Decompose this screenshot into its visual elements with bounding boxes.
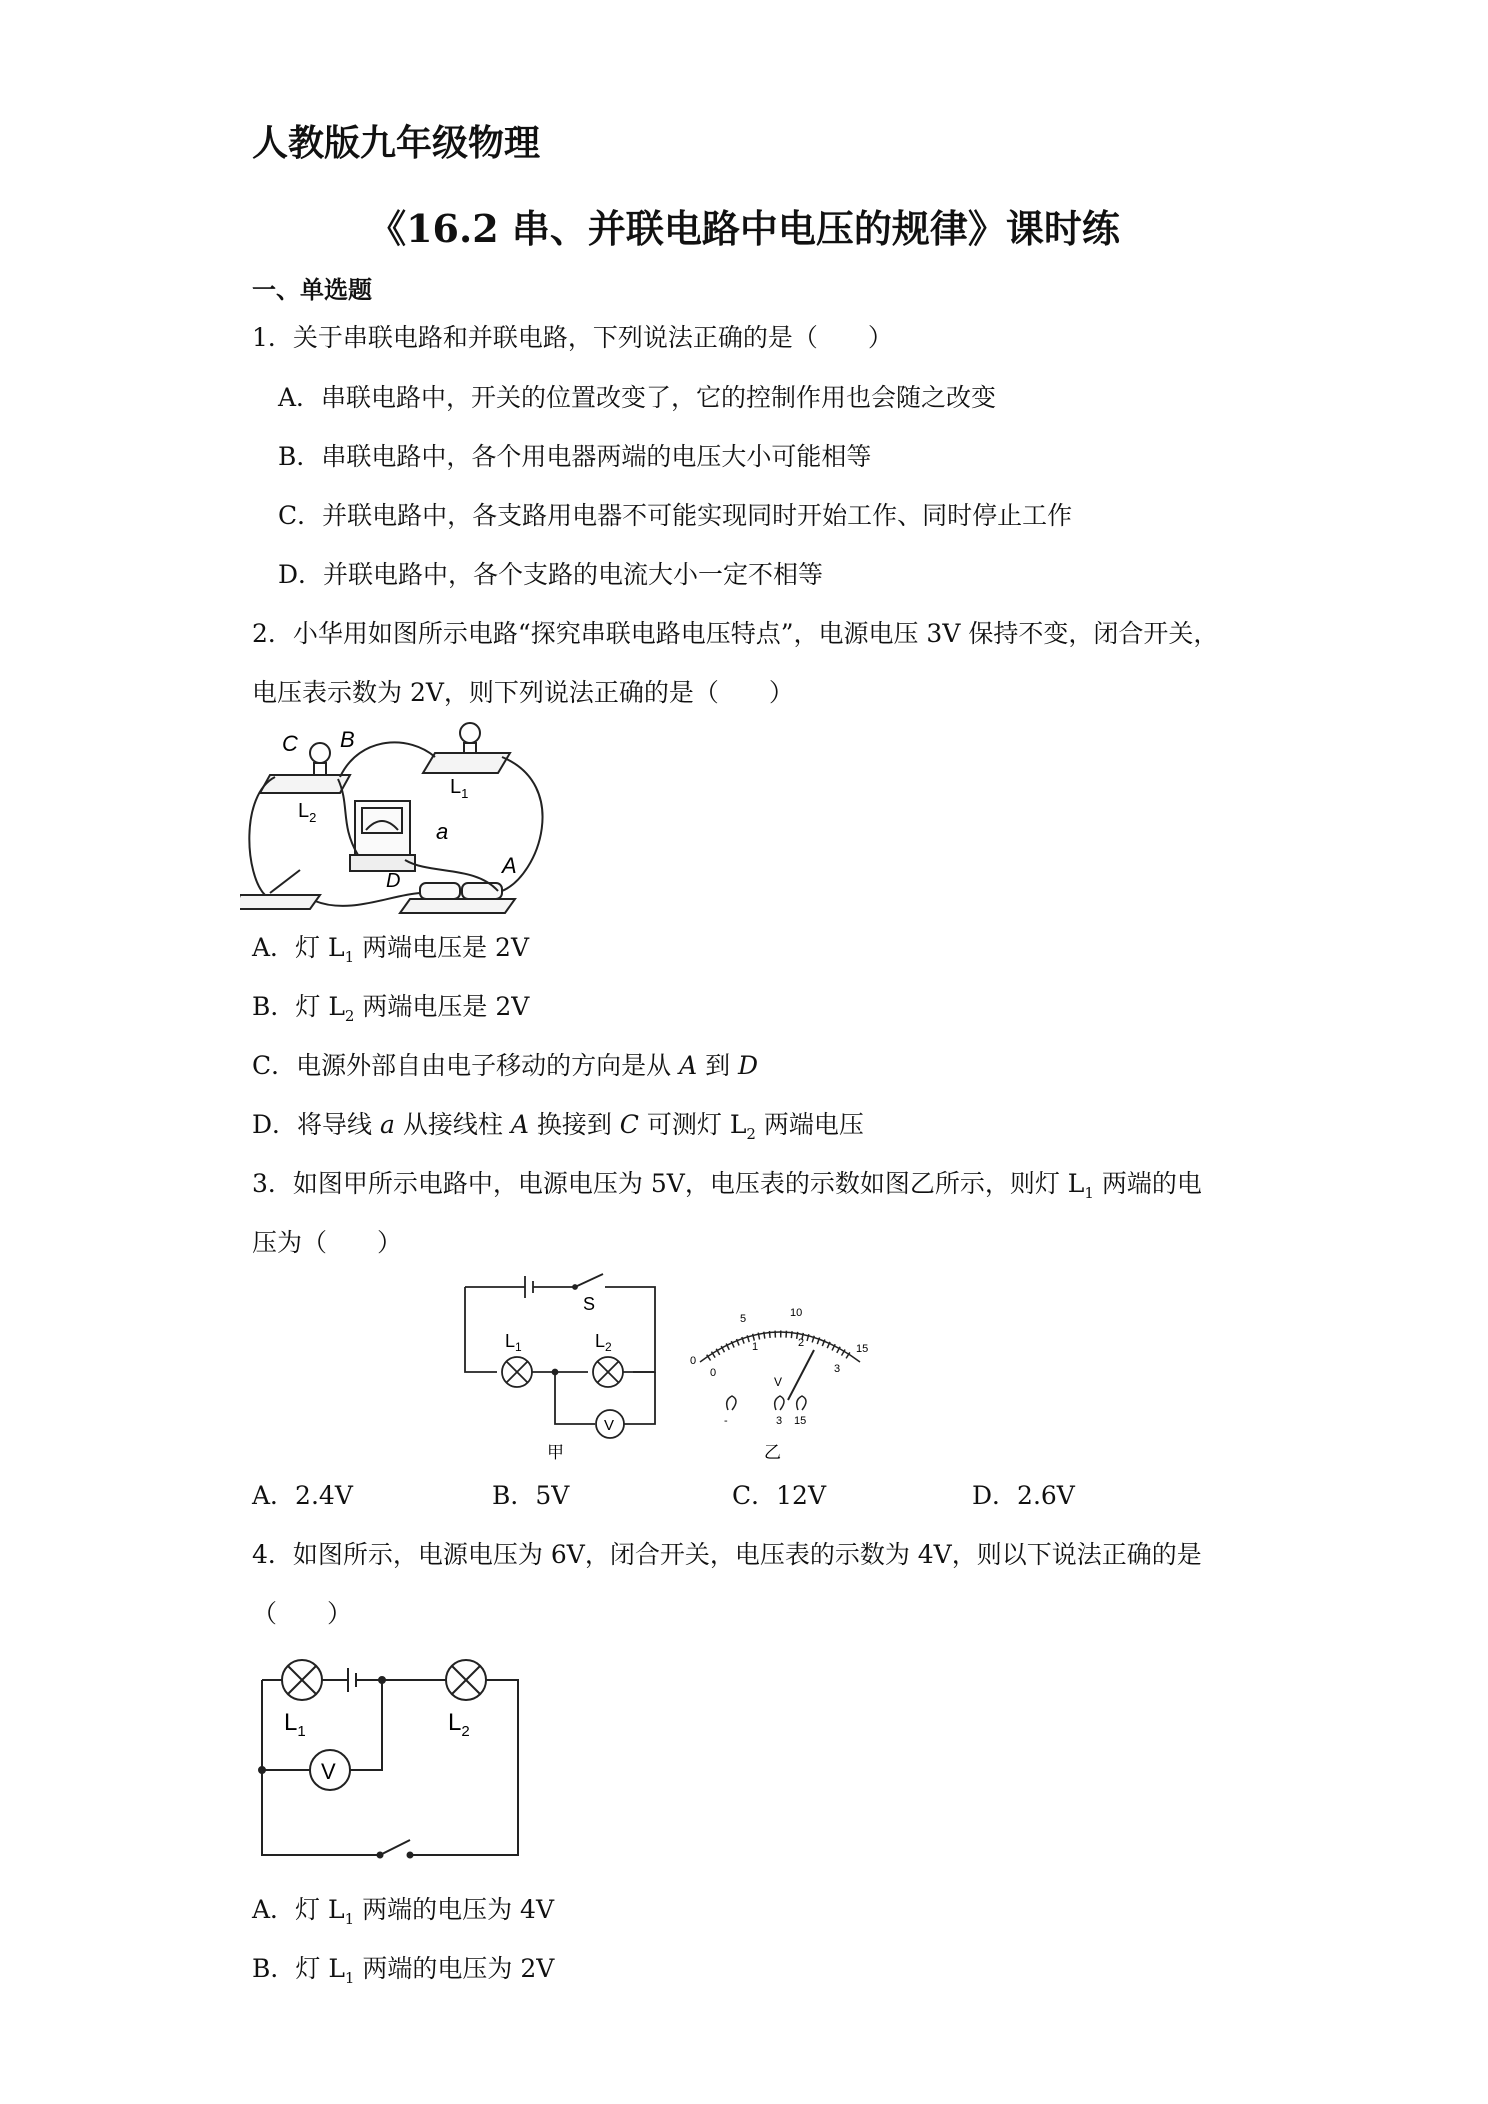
q3-option-d: D．2.6V bbox=[972, 1481, 1075, 1510]
q3-tick-upper-15: 15 bbox=[856, 1343, 869, 1355]
q4-option-b: B．灯 $L_1$ 两端的电压为 2V bbox=[252, 1954, 555, 1987]
q3-label-voltmeter: V bbox=[604, 1417, 615, 1434]
q2-label-b: B bbox=[340, 727, 355, 752]
q3-tick-upper-5: 5 bbox=[740, 1313, 747, 1325]
q2-label-d: D bbox=[386, 870, 401, 892]
q3-option-a: A．2.4V bbox=[252, 1481, 353, 1510]
q1-stem: 1．关于串联电路和并联电路，下列说法正确的是（ ） bbox=[252, 323, 893, 352]
q2-option-c: C．电源外部自由电子移动的方向是从 A 到 D bbox=[252, 1051, 759, 1080]
q2-circuit-figure bbox=[240, 715, 550, 915]
q4-circuit-figure bbox=[250, 1640, 530, 1870]
q4-stem: 4．如图所示，电源电压为 6V，闭合开关，电压表的示数为 4V，则以下说法正确的是 bbox=[252, 1540, 1202, 1569]
q3-terminal-neg: - bbox=[724, 1415, 728, 1427]
q2-stem-line2: 电压表示数为 2V，则下列说法正确的是（ ） bbox=[252, 678, 794, 707]
q2-option-d: D．将导线 a 从接线柱 A 换接到 C 可测灯 $L_2$ 两端电压 bbox=[252, 1110, 864, 1143]
q1-option-a: A．串联电路中，开关的位置改变了，它的控制作用也会随之改变 bbox=[278, 383, 997, 412]
q2-label-l1: $L_1$ bbox=[450, 776, 469, 801]
q3-label-l2: $L_2$ bbox=[595, 1331, 612, 1354]
q2-label-a-terminal: A bbox=[502, 853, 517, 878]
q3-caption-yi: 乙 bbox=[764, 1443, 781, 1462]
q2-label-a-wire: a bbox=[436, 819, 449, 844]
q1-option-c: C．并联电路中，各支路用电器不可能实现同时开始工作、同时停止工作 bbox=[278, 501, 1073, 530]
q3-option-c: C．12V bbox=[732, 1481, 826, 1510]
q3-circuit-jia bbox=[455, 1262, 665, 1462]
q3-options bbox=[252, 1476, 1212, 1512]
q4-label-voltmeter: V bbox=[321, 1759, 336, 1784]
q4-label-l1: $L_1$ bbox=[284, 1709, 306, 1740]
q2-label-c: C bbox=[282, 731, 298, 756]
section-heading: 一、单选题 bbox=[252, 276, 372, 304]
q3-tick-upper-0: 0 bbox=[690, 1355, 697, 1367]
q3-stem-line1: 3．如图甲所示电路中，电源电压为 5V，电压表的示数如图乙所示，则灯 $L_1$ 两端的电 bbox=[252, 1169, 1202, 1202]
q3-terminal-15: 15 bbox=[794, 1415, 807, 1427]
q3-label-l1: $L_1$ bbox=[505, 1331, 522, 1354]
q3-caption-jia: 甲 bbox=[547, 1443, 564, 1462]
q3-voltmeter-yi bbox=[680, 1282, 880, 1462]
q3-meter-unit: V bbox=[774, 1375, 783, 1389]
q2-stem-line1: 2．小华用如图所示电路“探究串联电路电压特点”，电源电压 3V 保持不变，闭合开关， bbox=[252, 619, 1219, 648]
q2-label-l2: $L_2$ bbox=[298, 800, 317, 825]
q3-tick-upper-10: 10 bbox=[790, 1307, 803, 1319]
q4-stem-line2: （ ） bbox=[252, 1599, 353, 1628]
q4-label-l2: $L_2$ bbox=[448, 1709, 470, 1740]
document-header: 人教版九年级物理 bbox=[252, 123, 541, 164]
q3-option-b: B．5V bbox=[492, 1481, 570, 1510]
document-title: 《16.2 串、并联电路中电压的规律》课时练 bbox=[368, 206, 1120, 251]
q3-stem-line2: 压为（ ） bbox=[252, 1228, 403, 1257]
q3-tick-lower-1: 1 bbox=[752, 1341, 759, 1353]
q3-label-s: S bbox=[583, 1294, 596, 1314]
q4-option-a: A．灯 $L_1$ 两端的电压为 4V bbox=[252, 1895, 555, 1928]
q3-tick-lower-0: 0 bbox=[710, 1367, 717, 1379]
q3-tick-lower-3: 3 bbox=[834, 1363, 841, 1375]
q2-option-a: A．灯 $L_1$ 两端电压是 2V bbox=[252, 933, 530, 966]
q3-terminal-3: 3 bbox=[776, 1415, 783, 1427]
q1-option-b: B．串联电路中，各个用电器两端的电压大小可能相等 bbox=[278, 442, 872, 471]
q3-tick-lower-2: 2 bbox=[798, 1337, 805, 1349]
q2-option-b: B．灯 $L_2$ 两端电压是 2V bbox=[252, 992, 530, 1025]
q1-option-d: D．并联电路中，各个支路的电流大小一定不相等 bbox=[278, 560, 824, 589]
